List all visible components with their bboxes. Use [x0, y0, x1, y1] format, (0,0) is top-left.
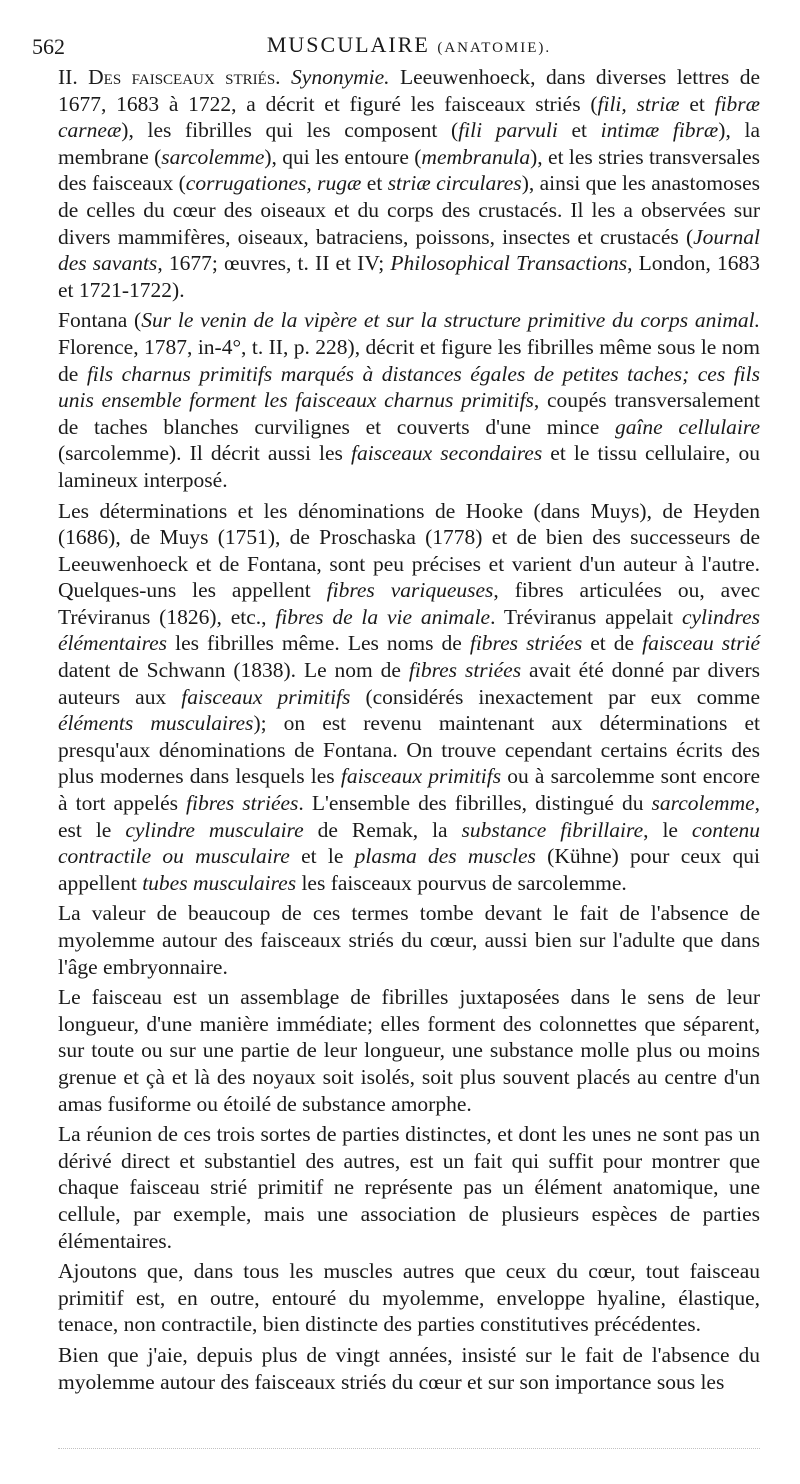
- text-run: ), ainsi que les anastomoses de celles du cœur des oiseaux et du corps des crustacés. Il les a observées sur divers mammifères, oiseaux, batraciens, poissons, insectes et crustacés (: [58, 171, 760, 249]
- text-run: Bien que j'aie, depuis plus de vingt années, insisté sur le fait de l'absence du myolemme autour des faisceaux striés du cœur et sur son importance sous les: [58, 1342, 760, 1394]
- text-run: ); on est revenu maintenant aux déterminations et presqu'aux dénominations de Fontana. On trouve cependant certains écrits des plus modernes dans lesquels les: [58, 711, 760, 789]
- text-run: plasma des muscles: [354, 844, 536, 869]
- paragraph-5: [58, 984, 760, 1117]
- text-run: cylindres élémentaires: [58, 604, 760, 656]
- paragraph-3: [58, 498, 760, 897]
- paragraph-8: [58, 1342, 760, 1395]
- running-title: [58, 32, 760, 58]
- text-run: fibres striées: [408, 658, 522, 683]
- text-run: fili parvuli: [458, 118, 558, 143]
- text-run: ), la membrane (: [58, 118, 760, 169]
- running-title-sub: (ANATOMIE).: [437, 40, 552, 56]
- text-run: fibræ carneæ: [58, 91, 760, 143]
- paragraph-2: [58, 307, 760, 493]
- text-run: , le: [643, 817, 692, 842]
- text-run: Florence, 1787, in-4°, t. II, p. 228), décrit et figure les fibrilles même sous le nom de: [58, 334, 760, 386]
- text-run: sarcolemme: [651, 791, 755, 816]
- text-run: sarcolemme: [161, 144, 265, 169]
- text-run: Ajoutons que, dans tous les muscles autres que ceux du cœur, tout faisceau primitif est, en outre, entouré du myolemme, enveloppe hyaline, élastique, tenace, non contractile, bien distincte des parties constitutives précédentes.: [58, 1259, 760, 1337]
- text-run: faisceaux secondaires: [351, 441, 543, 466]
- text-run: fibres de la vie animale: [275, 604, 491, 629]
- running-header: [32, 28, 760, 64]
- body-text: [58, 64, 760, 1395]
- text-run: [281, 65, 291, 89]
- text-run: La réunion de ces trois sortes de parties distinctes, et dont les unes ne sont pas un dérivé direct et substantiel des autres, est un fait qui suffit pour montrer que chaque faisceau strié primitif ne représente pas un élément anatomique, une cellule, par exemple, mais une association de plusieurs espèces de parties élémentaires.: [58, 1122, 760, 1253]
- text-run: (sarcolemme). Il décrit aussi les: [58, 441, 351, 466]
- text-run: Journal des savants: [58, 224, 760, 276]
- text-run: faisceau strié: [642, 631, 761, 656]
- text-run: Le faisceau est un assemblage de fibrilles juxtaposées dans le sens de leur longueur, d'une manière immédiate; elles forment des colonnettes que séparent, sur toute ou sur une partie de leur longueur, une substance molle plus ou moins grenue et çà et là des noyaux soit isolés, soit plus souvent placés au centre d'un amas fusiforme ou étoilé de substance amorphe.: [58, 985, 760, 1116]
- text-run: La valeur de beaucoup de ces termes tombe devant le fait de l'absence de myolemme autour des faisceaux striés du cœur, aussi bien sur l'adulte que dans l'âge embryonnaire.: [58, 901, 760, 979]
- text-run: intimæ fibræ: [600, 118, 719, 143]
- text-run: striæ circulares: [387, 171, 522, 196]
- text-run: fils charnus primitifs marqués à distances égales de petites taches; ces fils unis ensemble forment les faisceaux charnus primitifs: [58, 361, 760, 413]
- text-run: (Kühne) pour ceux qui appellent: [58, 844, 760, 895]
- text-run: gaîne cellulaire: [614, 414, 760, 439]
- text-run: corrugationes, rugæ: [185, 171, 362, 196]
- text-run: tubes musculaires: [142, 870, 297, 895]
- text-run: substance fibrillaire: [461, 817, 644, 842]
- text-run: les fibrilles même. Les noms de: [167, 631, 470, 656]
- footer-dotted-rule: [58, 1448, 760, 1449]
- text-run: fili, striæ: [597, 91, 680, 116]
- text-run: et le: [289, 844, 355, 869]
- text-run: ), les fibrilles qui les composent (: [121, 118, 459, 143]
- text-run: faisceaux primitifs: [181, 684, 351, 709]
- text-run: et le tissu cellulaire, ou lamineux interposé.: [58, 441, 760, 492]
- text-run: ), et les stries transversales des faisceaux (: [58, 144, 760, 196]
- paragraph-6: [58, 1121, 760, 1254]
- text-run: , fibres articulées ou, avec Tréviranus (1826), etc.,: [58, 578, 760, 629]
- text-run: , London, 1683 et 1721-1722).: [58, 251, 760, 302]
- text-run: . L'ensemble des fibrilles, distingué du: [298, 791, 652, 816]
- text-run: cylindre musculaire: [125, 817, 304, 842]
- text-run: Philosophical Transactions: [390, 251, 628, 276]
- text-run: Sur le venin de la vipère et sur la structure primitive du corps animal.: [141, 308, 760, 333]
- text-run: fibres striées: [186, 791, 299, 816]
- text-run: Leeuwenhoeck, dans diverses lettres de 1677, 1683 à 1722, a décrit et figuré les faisceaux striés (: [58, 65, 761, 116]
- text-run: datent de Schwann (1838). Le nom de: [58, 658, 409, 683]
- text-run: , coupés transversalement de taches blanches curvilignes et couverts d'une mince: [58, 388, 760, 439]
- text-run: fibres variqueuses: [326, 578, 494, 603]
- text-run: , est le: [58, 791, 761, 842]
- text-run: ), qui les entoure (: [264, 144, 422, 169]
- text-run: fibres striées: [469, 631, 583, 656]
- text-run: de Remak, la: [303, 817, 462, 842]
- text-run: et: [361, 171, 388, 196]
- text-run: . Tréviranus appelait: [490, 604, 682, 629]
- text-run: et: [679, 91, 715, 116]
- text-run: Fontana (: [58, 308, 142, 333]
- text-run: Synonymie.: [291, 65, 390, 89]
- text-run: , 1677; œuvres, t. II et IV;: [157, 251, 391, 276]
- text-run: les faisceaux pourvus de sarcolemme.: [296, 870, 627, 895]
- paragraph-1: [58, 64, 760, 303]
- text-run: ou à sarcolemme sont encore à tort appelés: [58, 764, 760, 816]
- text-run: et de: [582, 631, 643, 656]
- text-run: Les déterminations et les dénominations de Hooke (dans Muys), de Heyden (1686), de Muys (1751), de Proschaska (1778) et de bien des successeurs de Leeuwenhoeck et de Fontana, sont peu précises et varient d'un auteur à l'autre. Quelques-uns les appellent: [58, 498, 760, 603]
- text-run: membranula: [421, 144, 531, 169]
- text-run: (considérés inexactement par eux comme: [350, 684, 760, 709]
- text-run: éléments musculaires: [58, 711, 254, 736]
- paragraph-7: [58, 1258, 760, 1338]
- page-number: 562: [32, 34, 65, 59]
- text-run: et: [557, 118, 601, 143]
- text-run: Des faisceaux striés.: [88, 65, 281, 89]
- text-run: avait été donné par divers auteurs aux: [58, 658, 760, 709]
- running-title-main: MUSCULAIRE: [266, 32, 430, 57]
- paragraph-4: [58, 900, 760, 980]
- text-run: faisceaux primitifs: [340, 764, 502, 789]
- text-run: II.: [58, 65, 89, 89]
- text-run: contenu contractile ou musculaire: [58, 817, 760, 869]
